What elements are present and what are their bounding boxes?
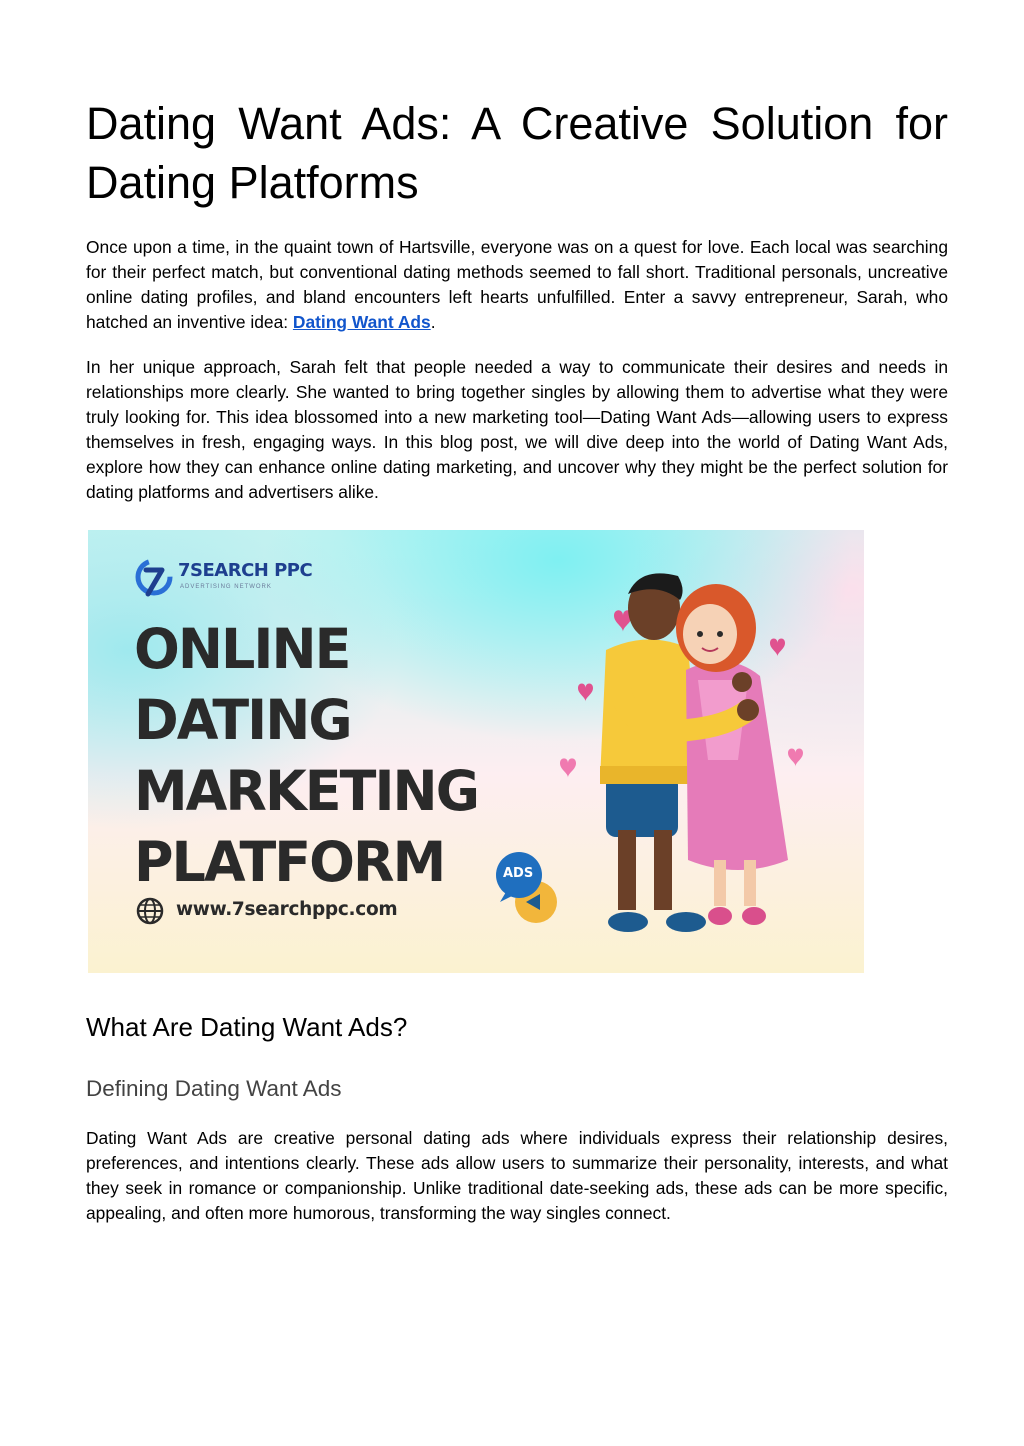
- banner-image: [88, 530, 864, 973]
- article-title: Dating Want Ads: A Creative Solution for Dating Platforms: [86, 98, 948, 208]
- subsection-heading: Defining Dating Want Ads: [86, 1076, 342, 1101]
- banner-headline: [134, 614, 478, 898]
- body-paragraph-2: In her unique approach, Sarah felt that people needed a way to communicate their desires and needs in relationships more clearly. She wanted to bring together singles by allowing them to advertise what they were truly looking for. This idea blossomed into a new marketing tool—Dating Want Ads—allowing users to express themselves in fresh, engaging ways. In this blog post, we will dive deep into the world of Dating Want Ads, explore how they can enhance online dating marketing, and uncover why they might be the perfect solution for dating platforms and advertisers alike.: [86, 357, 948, 502]
- headline-line: DATING: [134, 688, 351, 752]
- ads-megaphone-icon: [496, 852, 557, 923]
- intro-text: Once upon a time, in the quaint town of Hartsville, everyone was on a quest for love. Each local was searching for their perfect match, but conventional dating methods seemed to fall short. Traditional personals, uncreative online dating profiles, and bland encounters left hearts unfulfilled. Enter a savvy entrepreneur, Sarah, who hatched an inventive idea:: [86, 237, 948, 332]
- couple-illustration: [600, 573, 788, 932]
- body-paragraph-3: Dating Want Ads are creative personal dating ads where individuals express their relationship desires, preferences, and intentions clearly. These ads allow users to summarize their personality, interests, and what they seek in romance or companionship. Unlike traditional date-seeking ads, these ads can be more specific, appealing, and often more humorous, transforming the way singles connect.: [86, 1128, 948, 1223]
- globe-icon: [138, 899, 162, 923]
- dating-want-ads-link[interactable]: Dating Want Ads: [292, 312, 431, 332]
- website-url: www.7searchppc.com: [176, 899, 398, 920]
- headline-line: PLATFORM: [134, 830, 445, 894]
- brand-name: 7SEARCH PPC: [178, 560, 313, 581]
- brand-tagline: ADVERTISING NETWORK: [180, 584, 272, 590]
- intro-text-end: .: [430, 312, 436, 332]
- intro-paragraph: [86, 235, 948, 335]
- ads-badge: ADS: [503, 866, 534, 881]
- headline-line: MARKETING: [134, 759, 478, 823]
- brand-logo-icon: [138, 561, 170, 594]
- section-heading: What Are Dating Want Ads?: [86, 1012, 408, 1042]
- headline-line: ONLINE: [134, 617, 350, 681]
